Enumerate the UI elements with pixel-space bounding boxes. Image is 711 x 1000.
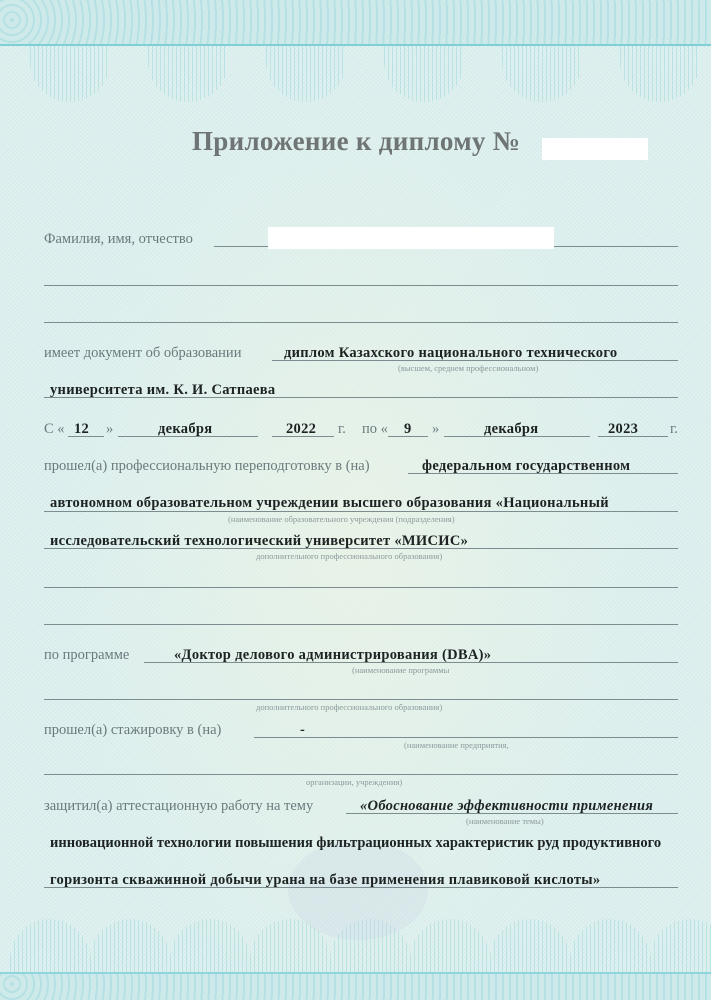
from-year: 2022 [286, 421, 317, 437]
to-year: 2023 [608, 421, 639, 437]
thesis-value-1: «Обоснование эффективности применения [360, 798, 654, 814]
internship-line-2 [44, 774, 678, 775]
internship-label: прошел(а) стажировку в (на) [44, 722, 222, 738]
fio-line-3 [44, 322, 678, 323]
from-month: декабря [158, 421, 213, 437]
program-line-2 [44, 699, 678, 700]
internship-hint-1: (наименование предприятия, [404, 740, 509, 750]
guilloche-bottom-band [0, 972, 711, 1000]
internship-value: - [300, 722, 306, 738]
retraining-hint-2: дополнительного профессионального образования) [256, 551, 443, 561]
retraining-label: прошел(а) профессиональную переподготовку в (на) [44, 458, 370, 474]
to-year-suffix: г. [670, 421, 678, 437]
page-title: Приложение к диплому № [192, 126, 521, 156]
retraining-value-3: исследовательский технологический университет «МИСИС» [50, 533, 469, 549]
thesis-label: защитил(а) аттестационную работу на тему [44, 798, 314, 814]
to-day: 9 [404, 421, 412, 437]
education-doc-hint: (высшем, среднем профессиональном) [398, 363, 539, 373]
fio-redacted [268, 227, 554, 249]
from-day: 12 [74, 421, 90, 437]
education-doc-label: имеет документ об образовании [44, 345, 242, 361]
retraining-value-2: автономном образовательном учреждении высшего образования «Национальный [50, 495, 609, 511]
retraining-line-4 [44, 587, 678, 588]
internship-line-1 [254, 737, 678, 738]
program-label: по программе [44, 647, 130, 663]
retraining-hint-1: (наименование образовательного учреждения (подразделения) [228, 514, 455, 524]
education-doc-value-1: диплом Казахского национального технического [284, 345, 618, 361]
retraining-value-1: федеральном государственном [422, 458, 631, 474]
period-from-prefix: С « [44, 421, 65, 437]
from-day-close-quote: » [106, 421, 114, 437]
program-value: «Доктор делового администрирования (DBA)» [174, 647, 492, 663]
internship-hint-2: организации, учреждения) [306, 777, 403, 787]
guilloche-top-shells [0, 46, 711, 106]
fio-label: Фамилия, имя, отчество [44, 231, 193, 247]
to-day-close-quote: » [432, 421, 440, 437]
thesis-value-2: инновационной технологии повышения фильтрационных характеристик руд продуктивного [50, 835, 662, 851]
program-hint-2: дополнительного профессионального образования) [256, 702, 443, 712]
period-to-prefix: по « [362, 421, 388, 437]
faint-seal-stamp [288, 840, 428, 940]
education-doc-value-2: университета им. К. И. Сатпаева [50, 382, 276, 398]
fio-line-2 [44, 285, 678, 286]
thesis-hint: (наименование темы) [466, 816, 544, 826]
thesis-value-3: горизонта скважинной добычи урана на базе применения плавиковой кислоты» [50, 872, 601, 888]
guilloche-top-band [0, 0, 711, 46]
program-hint-1: (наименование программы [352, 665, 450, 675]
diploma-number-redacted [542, 138, 648, 160]
to-month: декабря [484, 421, 539, 437]
from-year-suffix: г. [338, 421, 346, 437]
retraining-line-5 [44, 624, 678, 625]
